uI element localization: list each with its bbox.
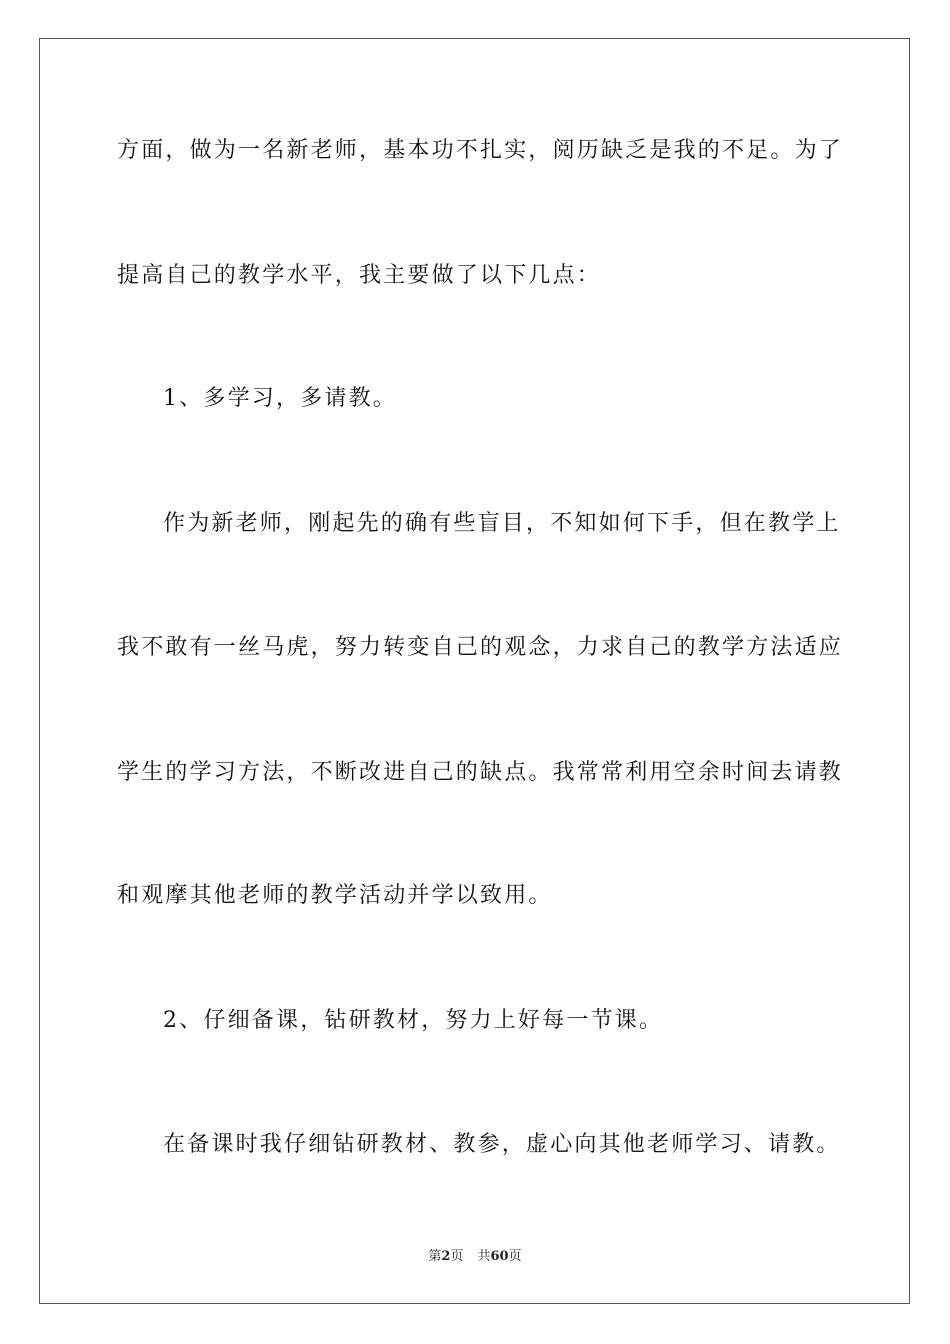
footer-total-suffix: 页 [508, 1249, 522, 1264]
footer-total-prefix: 共 [477, 1249, 491, 1264]
footer-page-prefix: 第 [428, 1249, 442, 1264]
footer-total-pages: 60 [490, 1249, 509, 1264]
paragraph-line-1: 方面，做为一名新老师，基本功不扎实，阅历缺乏是我的不足。为了 [117, 138, 844, 163]
paragraph-line-4: 我不敢有一丝马虎，努力转变自己的观念，力求自己的教学方法适应 [117, 635, 844, 660]
paragraph-line-2: 提高自己的教学水平，我主要做了以下几点： [117, 263, 602, 288]
paragraph-line-3: 作为新老师，刚起先的确有些盲目，不知如何下手，但在教学上 [163, 511, 841, 536]
section-heading-2: 2、仔细备课，钻研教材，努力上好每一节课。 [163, 1008, 664, 1033]
footer-page-suffix: 页 [450, 1249, 464, 1264]
paragraph-line-6: 和观摩其他老师的教学活动并学以致用。 [117, 883, 553, 908]
page-frame [39, 38, 910, 1304]
paragraph-line-7: 在备课时我仔细钻研教材、教参，虚心向其他老师学习、请教。 [163, 1132, 841, 1157]
page-footer [0, 1248, 950, 1266]
paragraph-line-5: 学生的学习方法，不断改进自己的缺点。我常常利用空余时间去请教 [117, 760, 844, 785]
section-heading-1: 1、多学习，多请教。 [163, 386, 397, 411]
footer-page-number: 2 [441, 1249, 451, 1264]
